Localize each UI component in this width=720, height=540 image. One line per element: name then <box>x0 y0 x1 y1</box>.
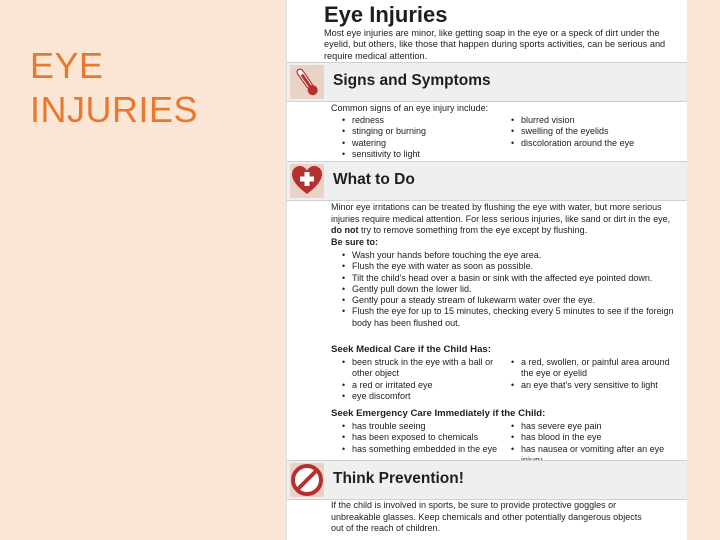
medical-care-heading: Seek Medical Care if the Child Has: <box>331 344 491 355</box>
signs-list-right <box>509 115 679 149</box>
list-item: • Gently pour a steady stream of lukewarm water over the eye. <box>340 295 680 306</box>
section-what-to-do-bar <box>287 161 687 201</box>
list-item: • been struck in the eye with a ball or other object <box>340 357 500 380</box>
medical-list-right <box>509 357 681 391</box>
what-to-do-text-1: Minor eye irritations can be treated by flushing the eye with water, but more serious injuries require medical attention. For less serious injuries, like sand or dirt in the eye, <box>331 202 671 224</box>
heart-cross-icon <box>289 163 325 199</box>
steps-list <box>340 250 680 329</box>
signs-list-left <box>340 115 500 160</box>
list-item: • Tilt the child's head over a basin or sink with the affected eye pointed down. <box>340 273 680 284</box>
thermometer-icon <box>289 64 325 100</box>
prevention-text: If the child is involved in sports, be sure to provide protective goggles or unbreakable glasses. Keep chemicals and other potentially dangerous objects out of the reach of children. <box>331 500 642 534</box>
slide-title-line-1: EYE <box>30 45 104 86</box>
list-item: • stinging or burning <box>340 126 500 137</box>
list-item: • Flush the eye with water as soon as possible. <box>340 261 680 272</box>
list-item: • redness <box>340 115 500 126</box>
list-item: • watering <box>340 138 500 149</box>
signs-lead: Common signs of an eye injury include: <box>331 103 489 113</box>
list-item: • has severe eye pain <box>509 421 681 432</box>
list-item: • sensitivity to light <box>340 149 500 160</box>
list-item: • has been exposed to chemicals <box>340 432 500 443</box>
list-item: • has something embedded in the eye <box>340 444 500 455</box>
list-item: • Wash your hands before touching the eye area. <box>340 250 680 261</box>
be-sure-label: Be sure to: <box>331 237 379 247</box>
emergency-list-left <box>340 421 500 455</box>
list-item: • blurred vision <box>509 115 679 126</box>
list-item: • Flush the eye for up to 15 minutes, checking every 5 minutes to see if the foreign body has been flushed out. <box>340 306 680 329</box>
list-item: • a red or irritated eye <box>340 380 500 391</box>
document-title: Eye Injuries <box>324 2 448 27</box>
slide-title <box>30 44 270 132</box>
slide-title-line-2: INJURIES <box>30 89 199 130</box>
list-item: • Gently pull down the lower lid. <box>340 284 680 295</box>
list-item: • swelling of the eyelids <box>509 126 679 137</box>
list-item: • has nausea or vomiting after an eye <box>509 444 681 467</box>
list-item: • has trouble seeing <box>340 421 500 432</box>
what-to-do-text-2: try to remove something from the eye except by flushing. <box>361 225 588 236</box>
document-page <box>286 0 687 540</box>
list-item: • a red, swollen, or painful area around the eye or eyelid <box>509 357 681 380</box>
signs-heading: Signs and Symptoms <box>333 72 491 89</box>
emergency-care-heading: Seek Emergency Care Immediately if the Child: <box>331 408 546 419</box>
list-item: • has blood in the eye <box>509 432 681 443</box>
section-signs-bar <box>287 62 687 102</box>
prohibited-icon <box>289 462 325 498</box>
intro-paragraph: Most eye injuries are minor, like getting soap in the eye or a speck of dirt under the eyelid, but others, like those that happen during sports activities, can be serious and require medical attention. <box>324 28 666 61</box>
prevention-heading: Think Prevention! <box>333 470 464 487</box>
list-item: • an eye that's very sensitive to light <box>509 380 681 391</box>
what-to-do-emphasis: do not <box>331 225 359 236</box>
section-prevention-bar <box>287 460 687 500</box>
medical-list-left <box>340 357 500 402</box>
what-to-do-heading: What to Do <box>333 171 415 188</box>
list-item: • eye discomfort <box>340 391 500 402</box>
list-item: • discoloration around the eye <box>509 138 679 149</box>
what-to-do-paragraph <box>331 202 681 237</box>
